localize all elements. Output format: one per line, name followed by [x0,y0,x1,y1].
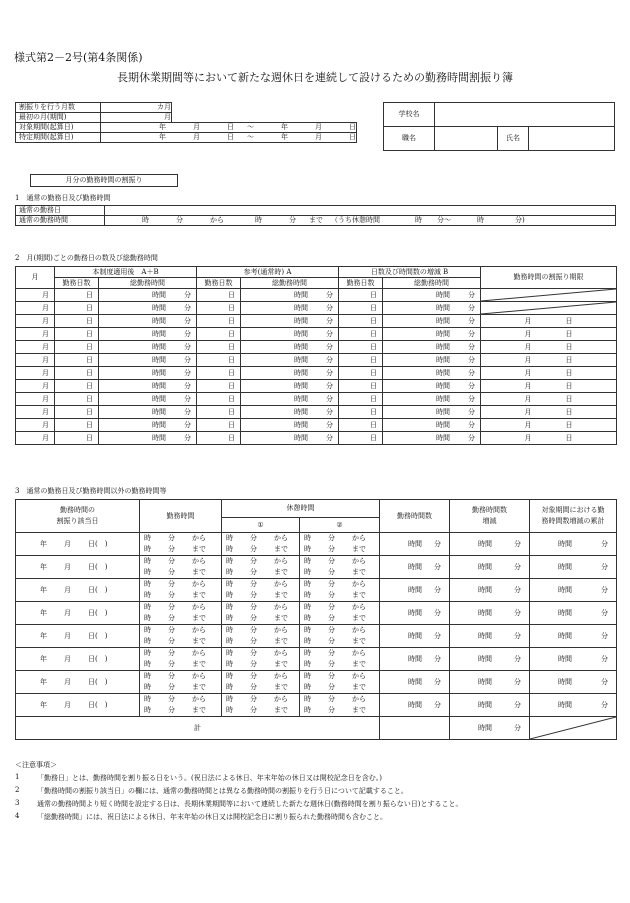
days-cell[interactable]: 日 [197,419,241,432]
irregular-hours-table [15,499,617,740]
cumulative-cell[interactable]: 時間 分 [530,671,617,694]
col-diff: 勤務時間数 増減 [450,500,530,533]
period-cell[interactable]: 月 日 [481,406,617,419]
target-period-label: 対象期間(起算日) [16,123,101,133]
days-cell[interactable]: 日 [197,328,241,341]
note-number: 2 [15,786,20,794]
period-info-table [15,102,357,143]
hours-cell[interactable]: 時間 分 [380,602,450,625]
sub-hours: 総勤務時間 [99,278,197,289]
period-cell[interactable]: 月 日 [481,380,617,393]
month-cell[interactable]: 月 [16,328,55,341]
month-box[interactable]: 月分の勤務時間の割振り [30,174,178,187]
date-cell[interactable]: 年 月 日( ) [16,694,140,717]
section2-heading: 2 月(期間)ごとの勤務日の数及び総勤務時間 [15,254,158,262]
break2-cell[interactable]: 時 分 から 時 分 まで [300,533,380,556]
worktime-field[interactable]: 時 分 から 時 分 まで （うち休憩時間 時 分～ 時 分) [105,216,616,226]
days-cell[interactable]: 日 [339,367,383,380]
break1-cell[interactable]: 時 分 から 時 分 まで [222,694,300,717]
worktime-cell[interactable]: 時 分 から 時 分 まで [140,648,222,671]
note-text: 「勤務日」とは、勤務時間を割り振る日をいう。(祝日法による休日、年末年始の休日又は開校記念日を含む。) [37,774,382,782]
hours-cell[interactable]: 時間 分 [241,354,339,367]
specific-period-label: 特定期間(起算日) [16,133,101,143]
first-month-unit[interactable]: 月 [101,113,172,123]
months-label: 割振りを行う月数 [16,103,101,113]
days-cell[interactable]: 日 [197,393,241,406]
hours-cell[interactable]: 時間 分 [380,671,450,694]
break2-cell[interactable]: 時 分 から 時 分 まで [300,602,380,625]
monthly-summary-table [15,266,617,445]
sub-hours: 総勤務時間 [241,278,339,289]
total-cumulative-cell [530,717,617,740]
hours-cell[interactable]: 時間 分 [383,380,481,393]
period-cell-blank [481,289,617,302]
table-row [16,406,617,419]
school-info-table [383,102,615,151]
hours-cell[interactable]: 時間 分 [99,380,197,393]
hours-cell[interactable]: 時間 分 [241,302,339,315]
hours-cell[interactable]: 時間 分 [383,406,481,419]
month-cell[interactable]: 月 [16,380,55,393]
period-cell[interactable]: 月 日 [481,432,617,445]
position-field[interactable] [435,127,498,151]
hours-cell[interactable]: 時間 分 [241,341,339,354]
hours-cell[interactable]: 時間 分 [99,419,197,432]
table-row [16,625,617,648]
days-cell[interactable]: 日 [55,380,99,393]
col-total: 対象期間における勤 務時間数増減の累計 [530,500,617,533]
days-cell[interactable]: 日 [55,302,99,315]
days-cell[interactable]: 日 [197,302,241,315]
break1-cell[interactable]: 時 分 から 時 分 まで [222,533,300,556]
month-cell[interactable]: 月 [16,341,55,354]
hours-cell[interactable]: 時間 分 [241,328,339,341]
worktime-cell[interactable]: 時 分 から 時 分 まで [140,602,222,625]
month-cell[interactable]: 月 [16,393,55,406]
table-row [16,579,617,602]
worktime-cell[interactable]: 時 分 から 時 分 まで [140,579,222,602]
table-row [16,419,617,432]
table-row [16,393,617,406]
diff-cell[interactable]: 時間 分 [450,625,530,648]
total-hours-cell[interactable] [380,717,450,740]
hours-cell[interactable]: 時間 分 [383,302,481,315]
table-row [16,302,617,315]
notes-heading: ＜注意事項＞ [15,761,57,769]
days-cell[interactable]: 日 [55,393,99,406]
period-cell[interactable]: 月 日 [481,328,617,341]
days-cell[interactable]: 日 [197,341,241,354]
break1-cell[interactable]: 時 分 から 時 分 まで [222,556,300,579]
date-cell[interactable]: 年 月 日( ) [16,625,140,648]
diff-cell[interactable]: 時間 分 [450,648,530,671]
days-cell[interactable]: 日 [339,419,383,432]
name-label: 氏名 [498,127,529,151]
hours-cell[interactable]: 時間 分 [241,315,339,328]
table-row [16,289,617,302]
cumulative-cell[interactable]: 時間 分 [530,533,617,556]
days-cell[interactable]: 日 [55,419,99,432]
month-cell[interactable]: 月 [16,289,55,302]
first-month-label: 最初の月(期間) [16,113,101,123]
break2-cell[interactable]: 時 分 から 時 分 まで [300,694,380,717]
break2-cell[interactable]: 時 分 から 時 分 まで [300,648,380,671]
worktime-cell[interactable]: 時 分 から 時 分 まで [140,533,222,556]
period-cell[interactable]: 月 日 [481,315,617,328]
sub-days: 勤務日数 [197,278,241,289]
break1-cell[interactable]: 時 分 から 時 分 まで [222,648,300,671]
break-2: ② [300,518,380,533]
break1-cell[interactable]: 時 分 から 時 分 まで [222,579,300,602]
days-cell[interactable]: 日 [55,289,99,302]
table-row [16,671,617,694]
col-hours: 勤務時間数 [380,500,450,533]
date-cell[interactable]: 年 月 日( ) [16,556,140,579]
table-row [16,556,617,579]
hours-cell[interactable]: 時間 分 [99,354,197,367]
table-row [16,354,617,367]
col-date: 勤務時間の 割振り該当日 [16,500,140,533]
note-item [15,812,615,825]
days-cell[interactable]: 日 [339,354,383,367]
cumulative-cell[interactable]: 時間 分 [530,556,617,579]
position-label: 職名 [384,127,435,151]
days-cell[interactable]: 日 [339,315,383,328]
hours-cell[interactable]: 時間 分 [99,341,197,354]
break2-cell[interactable]: 時 分 から 時 分 まで [300,556,380,579]
hours-cell[interactable]: 時間 分 [383,432,481,445]
days-cell[interactable]: 日 [197,367,241,380]
month-cell[interactable]: 月 [16,367,55,380]
hours-cell[interactable]: 時間 分 [383,354,481,367]
hours-cell[interactable]: 時間 分 [383,367,481,380]
worktime-cell[interactable]: 時 分 から 時 分 まで [140,671,222,694]
days-cell[interactable]: 日 [55,315,99,328]
break1-cell[interactable]: 時 分 から 時 分 まで [222,625,300,648]
hours-cell[interactable]: 時間 分 [383,328,481,341]
section1-heading: 1 通常の勤務日及び勤務時間 [15,194,111,202]
days-cell[interactable]: 日 [339,393,383,406]
total-label: 計 [16,717,380,740]
note-item [15,773,615,786]
specific-period-dates[interactable]: 年 月 日 ～ 年 月 日 [101,133,357,143]
table-row [16,648,617,671]
hours-cell[interactable]: 時間 分 [380,556,450,579]
days-cell[interactable]: 日 [55,432,99,445]
days-cell[interactable]: 日 [339,328,383,341]
col-month: 月 [16,267,55,289]
table-row [16,367,617,380]
note-item [15,786,615,799]
hours-cell[interactable]: 時間 分 [99,432,197,445]
period-cell[interactable]: 月 日 [481,354,617,367]
break2-cell[interactable]: 時 分 から 時 分 まで [300,671,380,694]
normal-work-table [15,205,616,226]
sub-days: 勤務日数 [339,278,383,289]
table-row [16,533,617,556]
hours-cell[interactable]: 時間 分 [99,393,197,406]
note-text: 「総勤務時間」には、祝日法による休日、年末年始の休日又は開校記念日に割り振られた勤務時間も含むこと。 [37,813,387,821]
period-cell-blank [481,302,617,315]
note-number: 4 [15,812,20,820]
break1-cell[interactable]: 時 分 から 時 分 まで [222,671,300,694]
table-row [16,315,617,328]
school-field[interactable] [435,103,615,127]
hours-cell[interactable]: 時間 分 [241,406,339,419]
form-number: 様式第2－2号(第4条関係) [14,51,143,64]
month-cell[interactable]: 月 [16,419,55,432]
hours-cell[interactable]: 時間 分 [241,393,339,406]
diff-cell[interactable]: 時間 分 [450,579,530,602]
diff-cell[interactable]: 時間 分 [450,556,530,579]
hours-cell[interactable]: 時間 分 [99,289,197,302]
days-cell[interactable]: 日 [197,289,241,302]
break2-cell[interactable]: 時 分 から 時 分 まで [300,625,380,648]
hours-cell[interactable]: 時間 分 [99,328,197,341]
worktime-cell[interactable]: 時 分 から 時 分 まで [140,556,222,579]
hours-cell[interactable]: 時間 分 [383,341,481,354]
days-cell[interactable]: 日 [55,354,99,367]
diff-cell[interactable]: 時間 分 [450,602,530,625]
hours-cell[interactable]: 時間 分 [383,315,481,328]
note-number: 1 [15,773,20,781]
table-row [16,432,617,445]
hours-cell[interactable]: 時間 分 [99,367,197,380]
table-row [16,328,617,341]
table-row [16,694,617,717]
page-title: 長期休業期間等において新たな週休日を連続して設けるための勤務時間割振り簿 [117,71,513,84]
days-cell[interactable]: 日 [339,380,383,393]
hours-cell[interactable]: 時間 分 [99,315,197,328]
hours-cell[interactable]: 時間 分 [241,419,339,432]
date-cell[interactable]: 年 月 日( ) [16,602,140,625]
notes-list [15,773,615,825]
group-a-plus-b: 本制度適用後 A＋B [55,267,197,278]
hours-cell[interactable]: 時間 分 [99,302,197,315]
days-cell[interactable]: 日 [55,341,99,354]
period-cell[interactable]: 月 日 [481,419,617,432]
break1-cell[interactable]: 時 分 から 時 分 まで [222,602,300,625]
section3-heading: 3 通常の勤務日及び勤務時間以外の勤務時間等 [15,487,167,495]
days-cell[interactable]: 日 [197,354,241,367]
days-cell[interactable]: 日 [197,380,241,393]
note-item [15,799,615,812]
period-cell[interactable]: 月 日 [481,393,617,406]
period-cell[interactable]: 月 日 [481,367,617,380]
table-row [16,341,617,354]
hours-cell[interactable]: 時間 分 [383,289,481,302]
hours-cell[interactable]: 時間 分 [383,393,481,406]
days-cell[interactable]: 日 [55,406,99,419]
group-a: 参考(通常時) A [197,267,339,278]
hours-cell[interactable]: 時間 分 [380,579,450,602]
hours-cell[interactable]: 時間 分 [380,625,450,648]
cumulative-cell[interactable]: 時間 分 [530,694,617,717]
name-field[interactable] [529,127,615,151]
days-cell[interactable]: 日 [55,328,99,341]
months-unit[interactable]: カ月 [101,103,172,113]
days-cell[interactable]: 日 [55,367,99,380]
cumulative-cell[interactable]: 時間 分 [530,579,617,602]
month-cell[interactable]: 月 [16,354,55,367]
date-cell[interactable]: 年 月 日( ) [16,648,140,671]
days-cell[interactable]: 日 [339,341,383,354]
hours-cell[interactable]: 時間 分 [241,380,339,393]
table-row [16,602,617,625]
cumulative-cell[interactable]: 時間 分 [530,648,617,671]
sub-days: 勤務日数 [55,278,99,289]
days-cell[interactable]: 日 [339,406,383,419]
workday-label: 通常の勤務日 [16,206,105,216]
workday-field[interactable] [105,206,616,216]
hours-cell[interactable]: 時間 分 [380,533,450,556]
worktime-label: 通常の勤務時間 [16,216,105,226]
date-cell[interactable]: 年 月 日( ) [16,533,140,556]
school-label: 学校名 [384,103,435,127]
note-number: 3 [15,799,20,807]
hours-cell[interactable]: 時間 分 [383,419,481,432]
worktime-cell[interactable]: 時 分 から 時 分 まで [140,625,222,648]
hours-cell[interactable]: 時間 分 [380,648,450,671]
date-cell[interactable]: 年 月 日( ) [16,579,140,602]
month-cell[interactable]: 月 [16,315,55,328]
month-cell[interactable]: 月 [16,302,55,315]
month-cell[interactable]: 月 [16,432,55,445]
diff-cell[interactable]: 時間 分 [450,533,530,556]
col-break: 休憩時間 [222,500,380,518]
days-cell[interactable]: 日 [197,406,241,419]
col-period: 勤務時間の割振り期限 [481,267,617,289]
target-period-dates[interactable]: 年 月 日 ～ 年 月 日 [101,123,357,133]
hours-cell[interactable]: 時間 分 [380,694,450,717]
period-cell[interactable]: 月 日 [481,341,617,354]
col-worktime: 勤務時間 [140,500,222,533]
break2-cell[interactable]: 時 分 から 時 分 まで [300,579,380,602]
group-b: 日数及び時間数の増減 B [339,267,481,278]
diff-cell[interactable]: 時間 分 [450,694,530,717]
days-cell[interactable]: 日 [339,432,383,445]
break-1: ① [222,518,300,533]
worktime-cell[interactable]: 時 分 から 時 分 まで [140,694,222,717]
days-cell[interactable]: 日 [197,315,241,328]
hours-cell[interactable]: 時間 分 [99,406,197,419]
days-cell[interactable]: 日 [197,432,241,445]
days-cell[interactable]: 日 [339,289,383,302]
hours-cell[interactable]: 時間 分 [241,367,339,380]
days-cell[interactable]: 日 [339,302,383,315]
cumulative-cell[interactable]: 時間 分 [530,602,617,625]
hours-cell[interactable]: 時間 分 [241,432,339,445]
table-row [16,380,617,393]
hours-cell[interactable]: 時間 分 [241,289,339,302]
total-diff-cell[interactable]: 時間 分 [450,717,530,740]
cumulative-cell[interactable]: 時間 分 [530,625,617,648]
date-cell[interactable]: 年 月 日( ) [16,671,140,694]
diff-cell[interactable]: 時間 分 [450,671,530,694]
note-text: 「勤務時間の割振り該当日」の欄には、通常の勤務時間とは異なる勤務時間の割振りを行う日について記載すること。 [37,787,408,795]
note-text: 通常の勤務時間より短く時間を設定する日は、長期休業期間等において連続した新たな週休日(勤務時間を割り振らない日)とすること。 [37,800,463,808]
month-cell[interactable]: 月 [16,406,55,419]
sub-hours: 総勤務時間 [383,278,481,289]
